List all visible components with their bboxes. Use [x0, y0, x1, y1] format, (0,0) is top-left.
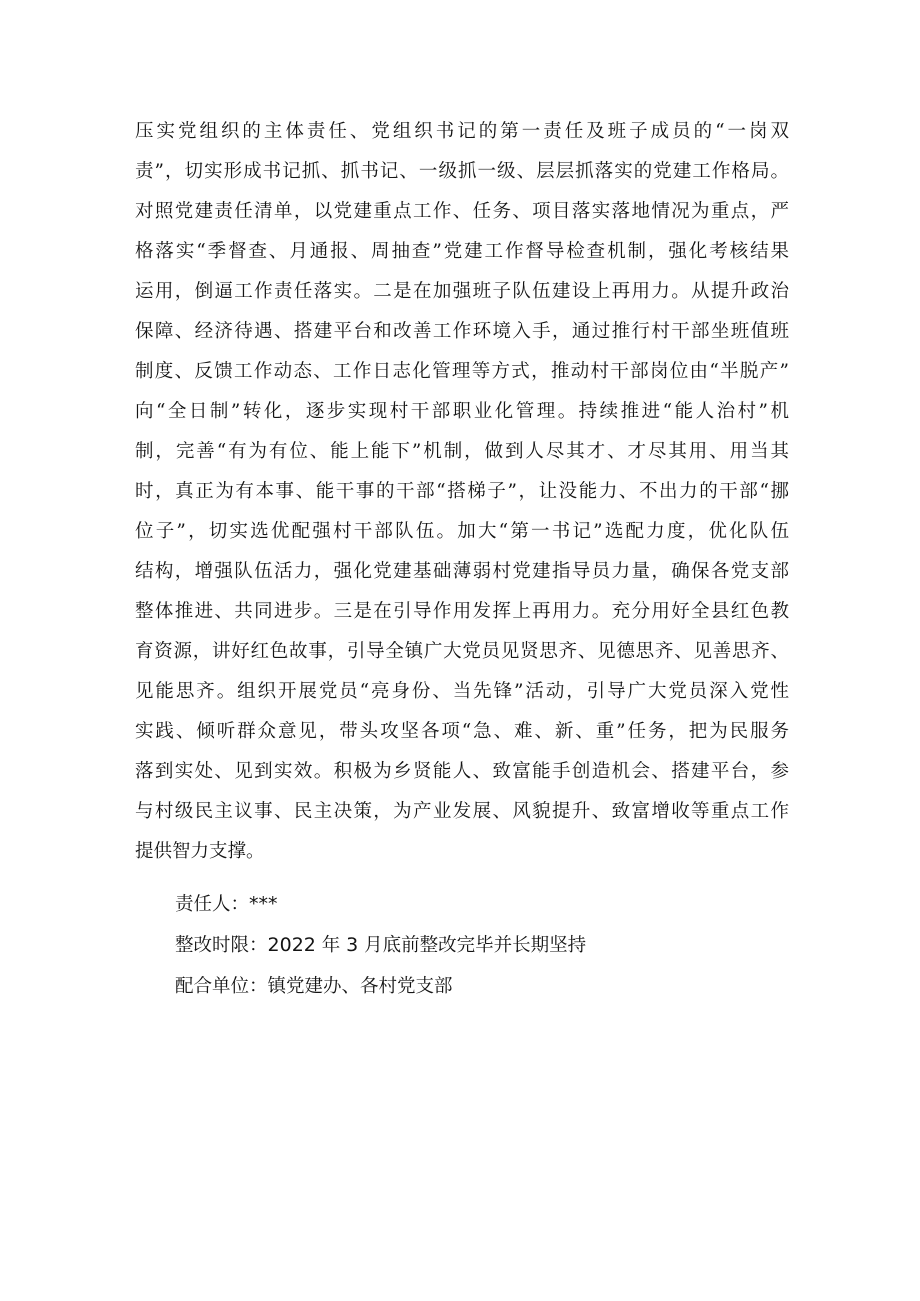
paragraph-line: 对照党建责任清单，以党建重点工作、任务、项目落实落地情况为重点，严	[135, 201, 789, 222]
deadline-rest: 月底前整改完毕并长期坚持	[364, 935, 587, 956]
cooperating-unit-line	[135, 966, 789, 1007]
responsible-label: 责任人：	[175, 894, 250, 915]
deadline-month: 3	[346, 934, 359, 956]
deadline-year: 2022	[267, 934, 316, 956]
paragraph-line: 压实党组织的主体责任、党组织书记的第一责任及班子成员的“一岗双	[135, 121, 789, 142]
paragraph-line: 格落实“季督查、月通报、周抽查”党建工作督导检查机制，强化考核结果	[135, 241, 789, 262]
paragraph-line: 与村级民主议事、民主决策，为产业发展、风貌提升、致富增收等重点工作	[135, 801, 789, 822]
paragraph-line: 位子”，切实选优配强村干部队伍。加大“第一书记”选配力度，优化队伍	[135, 521, 789, 542]
paragraph-line: 育资源，讲好红色故事，引导全镇广大党员见贤思齐、见德思齐、见善思齐、	[135, 641, 789, 662]
responsible-value: ***	[249, 893, 278, 915]
rectification-meta	[135, 884, 789, 1007]
cooperating-label: 配合单位：	[175, 976, 268, 997]
deadline-line	[135, 925, 789, 966]
responsible-person-line	[135, 884, 789, 925]
paragraph-line: 时，真正为有本事、能干事的干部“搭梯子”，让没能力、不出力的干部“挪	[135, 481, 789, 502]
deadline-label: 整改时限：	[175, 935, 268, 956]
paragraph-line: 见能思齐。组织开展党员“亮身份、当先锋”活动，引导广大党员深入党性	[135, 681, 789, 702]
document-page	[135, 112, 789, 1007]
cooperating-value: 镇党建办、各村党支部	[267, 976, 453, 997]
paragraph-line: 落到实处、见到实效。积极为乡贤能人、致富能手创造机会、搭建平台，参	[135, 761, 789, 782]
body-paragraph	[135, 112, 789, 872]
paragraph-line: 制，完善“有为有位、能上能下”机制，做到人尽其才、才尽其用、用当其	[135, 441, 789, 462]
paragraph-line: 提供智力支撑。	[135, 841, 265, 862]
paragraph-line: 制度、反馈工作动态、工作日志化管理等方式，推动村干部岗位由“半脱产”	[135, 361, 789, 382]
paragraph-line: 结构，增强队伍活力，强化党建基础薄弱村党建指导员力量，确保各党支部	[135, 561, 789, 582]
paragraph-line: 向“全日制”转化，逐步实现村干部职业化管理。持续推进“能人治村”机	[135, 401, 789, 422]
paragraph-line: 整体推进、共同进步。三是在引导作用发挥上再用力。充分用好全县红色教	[135, 601, 789, 622]
paragraph-line: 保障、经济待遇、搭建平台和改善工作环境入手，通过推行村干部坐班值班	[135, 321, 789, 342]
deadline-year-unit: 年	[321, 935, 341, 956]
paragraph-line: 运用，倒逼工作责任落实。二是在加强班子队伍建设上再用力。从提升政治	[135, 281, 789, 302]
paragraph-line: 责”，切实形成书记抓、抓书记、一级抓一级、层层抓落实的党建工作格局。	[135, 161, 789, 182]
paragraph-line: 实践、倾听群众意见，带头攻坚各项“急、难、新、重”任务，把为民服务	[135, 721, 789, 742]
